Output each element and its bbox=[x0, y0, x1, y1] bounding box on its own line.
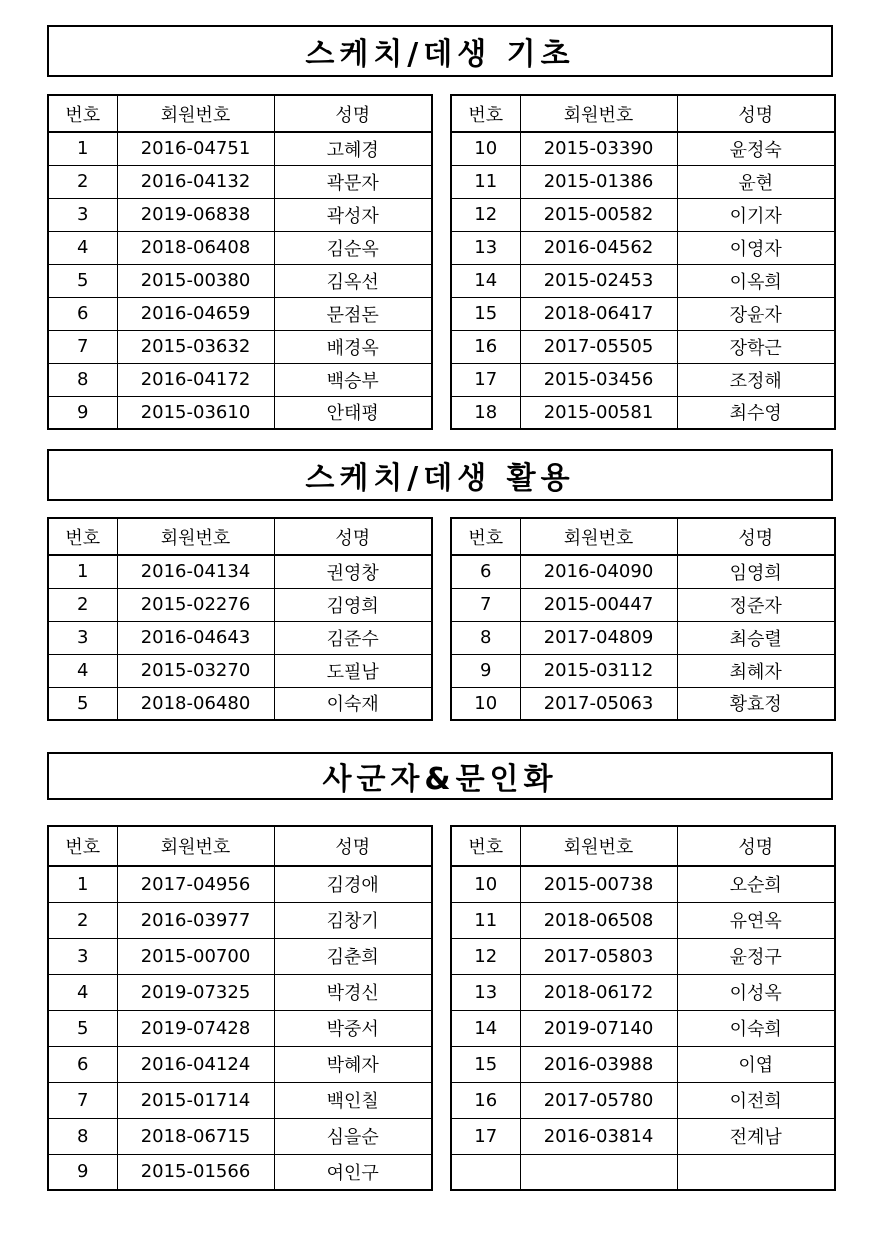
cell-member-id: 2017-04809 bbox=[520, 621, 677, 654]
cell-number: 10 bbox=[451, 132, 520, 165]
table-header-row bbox=[48, 826, 432, 866]
cell-member-id: 2017-05780 bbox=[520, 1082, 677, 1118]
cell-number: 18 bbox=[451, 396, 520, 429]
col-header-name: 성명 bbox=[677, 826, 835, 866]
col-header-number: 번호 bbox=[48, 826, 117, 866]
cell-member-id: 2015-00380 bbox=[117, 264, 274, 297]
table-row bbox=[451, 132, 835, 165]
col-header-name: 성명 bbox=[677, 518, 835, 555]
cell-number: 12 bbox=[451, 198, 520, 231]
table-row bbox=[451, 621, 835, 654]
cell-name: 박경신 bbox=[274, 974, 432, 1010]
cell-name: 박혜자 bbox=[274, 1046, 432, 1082]
cell-number: 2 bbox=[48, 165, 117, 198]
cell-member-id: 2015-00447 bbox=[520, 588, 677, 621]
section-title-sagunja: 사군자&문인화 bbox=[47, 752, 833, 800]
cell-number: 5 bbox=[48, 687, 117, 720]
cell-member-id: 2016-04751 bbox=[117, 132, 274, 165]
cell-number: 5 bbox=[48, 1010, 117, 1046]
cell-number: 13 bbox=[451, 974, 520, 1010]
cell-member-id: 2016-04659 bbox=[117, 297, 274, 330]
table-row bbox=[451, 1118, 835, 1154]
table-row bbox=[451, 687, 835, 720]
cell-number: 4 bbox=[48, 974, 117, 1010]
cell-name: 도필남 bbox=[274, 654, 432, 687]
table-row bbox=[451, 330, 835, 363]
cell-name: 김경애 bbox=[274, 866, 432, 902]
table-row bbox=[451, 396, 835, 429]
cell-name: 이엽 bbox=[677, 1046, 835, 1082]
cell-number: 10 bbox=[451, 866, 520, 902]
cell-member-id: 2018-06480 bbox=[117, 687, 274, 720]
cell-name: 김영희 bbox=[274, 588, 432, 621]
table-row bbox=[48, 396, 432, 429]
cell-member-id: 2015-02453 bbox=[520, 264, 677, 297]
cell-number: 11 bbox=[451, 165, 520, 198]
col-header-member-id: 회원번호 bbox=[117, 518, 274, 555]
cell-name: 이기자 bbox=[677, 198, 835, 231]
table-row bbox=[48, 974, 432, 1010]
cell-number: 10 bbox=[451, 687, 520, 720]
cell-member-id: 2016-04132 bbox=[117, 165, 274, 198]
roster-table-sagunja-left bbox=[47, 825, 433, 1191]
cell-number: 2 bbox=[48, 588, 117, 621]
cell-name: 백인칠 bbox=[274, 1082, 432, 1118]
cell-name: 임영희 bbox=[677, 555, 835, 588]
table-row bbox=[48, 654, 432, 687]
cell-name: 이전희 bbox=[677, 1082, 835, 1118]
cell-member-id: 2019-07428 bbox=[117, 1010, 274, 1046]
col-header-member-id: 회원번호 bbox=[117, 95, 274, 132]
table-row bbox=[451, 264, 835, 297]
table-row bbox=[451, 866, 835, 902]
table-row bbox=[48, 1154, 432, 1190]
roster-table-sagunja-right bbox=[450, 825, 836, 1191]
col-header-number: 번호 bbox=[451, 95, 520, 132]
table-row bbox=[451, 297, 835, 330]
cell-name: 문점돈 bbox=[274, 297, 432, 330]
table-row bbox=[48, 165, 432, 198]
table-row bbox=[48, 231, 432, 264]
cell-member-id: 2015-01386 bbox=[520, 165, 677, 198]
table-header-row bbox=[48, 518, 432, 555]
cell-member-id: 2016-03977 bbox=[117, 902, 274, 938]
cell-member-id: 2019-06838 bbox=[117, 198, 274, 231]
cell-member-id: 2015-03632 bbox=[117, 330, 274, 363]
cell-member-id: 2017-04956 bbox=[117, 866, 274, 902]
cell-name: 오순희 bbox=[677, 866, 835, 902]
table-row bbox=[451, 938, 835, 974]
table-row bbox=[451, 1010, 835, 1046]
table-row bbox=[451, 1082, 835, 1118]
cell-number: 3 bbox=[48, 621, 117, 654]
cell-number: 8 bbox=[451, 621, 520, 654]
table-row bbox=[451, 198, 835, 231]
roster-table-applied-left bbox=[47, 517, 433, 721]
cell-member-id: 2016-04172 bbox=[117, 363, 274, 396]
col-header-member-id: 회원번호 bbox=[520, 518, 677, 555]
table-row bbox=[451, 588, 835, 621]
cell-member-id: 2015-03270 bbox=[117, 654, 274, 687]
col-header-member-id: 회원번호 bbox=[520, 826, 677, 866]
cell-number: 16 bbox=[451, 1082, 520, 1118]
cell-number: 5 bbox=[48, 264, 117, 297]
cell-member-id: 2016-04643 bbox=[117, 621, 274, 654]
cell-number: 13 bbox=[451, 231, 520, 264]
cell-member-id: 2018-06417 bbox=[520, 297, 677, 330]
cell-name: 윤현 bbox=[677, 165, 835, 198]
table-row bbox=[48, 621, 432, 654]
cell-number: 8 bbox=[48, 1118, 117, 1154]
table-row bbox=[48, 330, 432, 363]
col-header-name: 성명 bbox=[274, 95, 432, 132]
cell-name: 김춘희 bbox=[274, 938, 432, 974]
cell-name: 심을순 bbox=[274, 1118, 432, 1154]
cell-name: 최승렬 bbox=[677, 621, 835, 654]
cell-member-id: 2016-04090 bbox=[520, 555, 677, 588]
cell-name: 고혜경 bbox=[274, 132, 432, 165]
cell-number: 15 bbox=[451, 1046, 520, 1082]
cell-member-id bbox=[520, 1154, 677, 1190]
roster-table-basic-right bbox=[450, 94, 836, 430]
cell-name: 김옥선 bbox=[274, 264, 432, 297]
cell-member-id: 2019-07325 bbox=[117, 974, 274, 1010]
roster-table-applied-right bbox=[450, 517, 836, 721]
cell-name: 김창기 bbox=[274, 902, 432, 938]
cell-name: 정준자 bbox=[677, 588, 835, 621]
col-header-name: 성명 bbox=[274, 518, 432, 555]
table-row bbox=[48, 938, 432, 974]
col-header-number: 번호 bbox=[48, 518, 117, 555]
cell-name: 김순옥 bbox=[274, 231, 432, 264]
col-header-member-id: 회원번호 bbox=[520, 95, 677, 132]
table-row bbox=[48, 1082, 432, 1118]
cell-number: 2 bbox=[48, 902, 117, 938]
cell-member-id: 2016-03814 bbox=[520, 1118, 677, 1154]
cell-name: 이숙재 bbox=[274, 687, 432, 720]
cell-number: 16 bbox=[451, 330, 520, 363]
table-row bbox=[48, 902, 432, 938]
cell-member-id: 2017-05505 bbox=[520, 330, 677, 363]
cell-member-id: 2015-03456 bbox=[520, 363, 677, 396]
cell-member-id: 2015-02276 bbox=[117, 588, 274, 621]
cell-number: 9 bbox=[48, 396, 117, 429]
cell-name: 안태평 bbox=[274, 396, 432, 429]
cell-number bbox=[451, 1154, 520, 1190]
cell-member-id: 2016-04562 bbox=[520, 231, 677, 264]
cell-member-id: 2015-03112 bbox=[520, 654, 677, 687]
table-row bbox=[48, 363, 432, 396]
table-header-row bbox=[48, 95, 432, 132]
cell-number: 15 bbox=[451, 297, 520, 330]
cell-name: 곽문자 bbox=[274, 165, 432, 198]
table-row bbox=[48, 132, 432, 165]
cell-member-id: 2015-03610 bbox=[117, 396, 274, 429]
cell-name: 여인구 bbox=[274, 1154, 432, 1190]
cell-number: 4 bbox=[48, 654, 117, 687]
cell-member-id: 2017-05803 bbox=[520, 938, 677, 974]
table-row bbox=[48, 1010, 432, 1046]
cell-name bbox=[677, 1154, 835, 1190]
cell-name: 유연옥 bbox=[677, 902, 835, 938]
cell-name: 이영자 bbox=[677, 231, 835, 264]
cell-name: 이옥희 bbox=[677, 264, 835, 297]
cell-name: 장윤자 bbox=[677, 297, 835, 330]
cell-member-id: 2017-05063 bbox=[520, 687, 677, 720]
table-row bbox=[48, 264, 432, 297]
table-row bbox=[48, 1118, 432, 1154]
cell-member-id: 2015-00582 bbox=[520, 198, 677, 231]
cell-member-id: 2016-04134 bbox=[117, 555, 274, 588]
cell-number: 6 bbox=[451, 555, 520, 588]
cell-member-id: 2018-06715 bbox=[117, 1118, 274, 1154]
cell-number: 17 bbox=[451, 1118, 520, 1154]
cell-name: 백승부 bbox=[274, 363, 432, 396]
cell-name: 윤정구 bbox=[677, 938, 835, 974]
cell-member-id: 2018-06408 bbox=[117, 231, 274, 264]
cell-number: 12 bbox=[451, 938, 520, 974]
cell-number: 4 bbox=[48, 231, 117, 264]
cell-number: 14 bbox=[451, 1010, 520, 1046]
cell-member-id: 2015-03390 bbox=[520, 132, 677, 165]
cell-name: 최혜자 bbox=[677, 654, 835, 687]
roster-table-basic-left bbox=[47, 94, 433, 430]
cell-number: 1 bbox=[48, 555, 117, 588]
section-title-basic: 스케치/데생 기초 bbox=[47, 25, 833, 77]
cell-number: 6 bbox=[48, 1046, 117, 1082]
cell-member-id: 2016-04124 bbox=[117, 1046, 274, 1082]
table-header-row bbox=[451, 518, 835, 555]
col-header-number: 번호 bbox=[451, 826, 520, 866]
table-header-row bbox=[451, 826, 835, 866]
cell-member-id: 2015-00700 bbox=[117, 938, 274, 974]
col-header-number: 번호 bbox=[48, 95, 117, 132]
table-row bbox=[451, 231, 835, 264]
table-row bbox=[451, 165, 835, 198]
cell-name: 전계남 bbox=[677, 1118, 835, 1154]
cell-number: 3 bbox=[48, 938, 117, 974]
section-title-applied: 스케치/데생 활용 bbox=[47, 449, 833, 501]
table-row bbox=[48, 555, 432, 588]
table-row bbox=[48, 297, 432, 330]
cell-name: 박중서 bbox=[274, 1010, 432, 1046]
cell-member-id: 2015-01714 bbox=[117, 1082, 274, 1118]
cell-name: 이성옥 bbox=[677, 974, 835, 1010]
cell-number: 1 bbox=[48, 866, 117, 902]
cell-name: 조정해 bbox=[677, 363, 835, 396]
cell-name: 이숙희 bbox=[677, 1010, 835, 1046]
col-header-number: 번호 bbox=[451, 518, 520, 555]
table-row bbox=[451, 1154, 835, 1190]
table-row bbox=[451, 974, 835, 1010]
cell-name: 곽성자 bbox=[274, 198, 432, 231]
table-row bbox=[451, 363, 835, 396]
cell-member-id: 2015-00738 bbox=[520, 866, 677, 902]
cell-name: 김준수 bbox=[274, 621, 432, 654]
cell-name: 장학근 bbox=[677, 330, 835, 363]
table-row bbox=[48, 687, 432, 720]
cell-number: 3 bbox=[48, 198, 117, 231]
cell-name: 황효정 bbox=[677, 687, 835, 720]
cell-number: 11 bbox=[451, 902, 520, 938]
cell-number: 7 bbox=[48, 1082, 117, 1118]
col-header-name: 성명 bbox=[274, 826, 432, 866]
cell-name: 권영창 bbox=[274, 555, 432, 588]
col-header-member-id: 회원번호 bbox=[117, 826, 274, 866]
cell-member-id: 2019-07140 bbox=[520, 1010, 677, 1046]
table-header-row bbox=[451, 95, 835, 132]
cell-number: 8 bbox=[48, 363, 117, 396]
table-row bbox=[451, 654, 835, 687]
cell-number: 6 bbox=[48, 297, 117, 330]
col-header-name: 성명 bbox=[677, 95, 835, 132]
cell-name: 윤정숙 bbox=[677, 132, 835, 165]
cell-member-id: 2016-03988 bbox=[520, 1046, 677, 1082]
table-row bbox=[48, 588, 432, 621]
table-row bbox=[48, 1046, 432, 1082]
cell-name: 최수영 bbox=[677, 396, 835, 429]
table-row bbox=[451, 902, 835, 938]
table-row bbox=[48, 198, 432, 231]
cell-member-id: 2015-00581 bbox=[520, 396, 677, 429]
table-row bbox=[451, 1046, 835, 1082]
cell-number: 14 bbox=[451, 264, 520, 297]
table-row bbox=[451, 555, 835, 588]
cell-number: 17 bbox=[451, 363, 520, 396]
cell-member-id: 2015-01566 bbox=[117, 1154, 274, 1190]
cell-number: 7 bbox=[451, 588, 520, 621]
cell-member-id: 2018-06508 bbox=[520, 902, 677, 938]
cell-number: 1 bbox=[48, 132, 117, 165]
cell-member-id: 2018-06172 bbox=[520, 974, 677, 1010]
cell-number: 9 bbox=[48, 1154, 117, 1190]
cell-number: 7 bbox=[48, 330, 117, 363]
table-row bbox=[48, 866, 432, 902]
cell-number: 9 bbox=[451, 654, 520, 687]
cell-name: 배경옥 bbox=[274, 330, 432, 363]
